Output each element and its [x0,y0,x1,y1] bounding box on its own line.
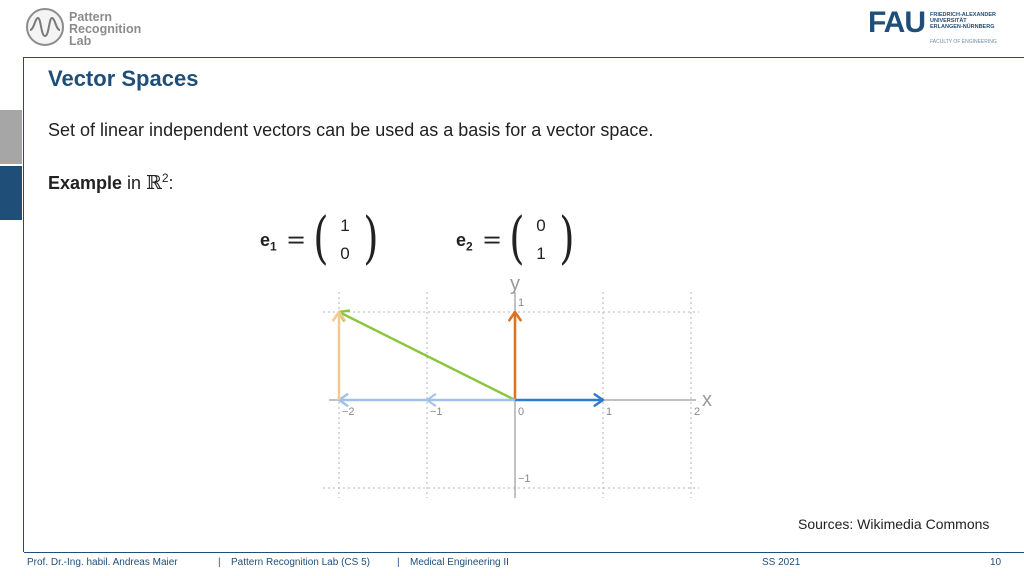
frame-top-rule [24,57,1024,58]
footer-separator: | [218,557,221,568]
space-dimension: 2 [161,171,169,185]
fau-logo-subline: UNIVERSITÄT [930,18,967,25]
slide-statement: Set of linear independent vectors can be used as a basis for a vector space. [48,120,654,140]
y-tick-label: −1 [518,473,531,485]
x-tick-label: 0 [518,406,525,418]
left-paren: ( [313,206,329,271]
x-tick-label: −2 [342,406,355,418]
example-colon: : [168,173,174,193]
right-paren: ) [559,206,575,271]
lab-logo-line: Pattern [69,10,113,24]
fau-logo-subline: ERLANGEN-NÜRNBERG [930,24,995,31]
fau-logo-subline: FRIEDRICH-ALEXANDER [930,12,996,18]
example-line [48,171,174,194]
vector-name: e [456,230,467,250]
real-space-symbol: ℝ [146,172,162,194]
vector-index: 2 [466,239,473,254]
basis-vector-e2 [456,206,586,272]
x-tick-label: −1 [430,406,443,418]
footer-page-number: 10 [990,557,1002,568]
left-paren: ( [509,206,525,271]
vector-arrow-2 [339,312,515,400]
footer-lab: Pattern Recognition Lab (CS 5) [231,557,370,568]
lab-logo-line: Recognition [69,22,142,36]
fau-faculty: FACULTY OF ENGINEERING [930,39,997,45]
x-axis-label: x [702,389,712,411]
sources-note: Sources: Wikimedia Commons [798,516,990,532]
lab-logo-line: Lab [69,34,92,48]
equals-sign: = [482,226,503,254]
section-marker-inactive [0,110,22,164]
example-in-text: in [122,173,147,193]
vector-plot [322,270,732,498]
vector-component: 0 [340,244,350,263]
vector-index: 1 [270,239,277,254]
basis-vector-e1 [260,206,390,272]
y-tick-label: 1 [518,297,525,309]
footer-rule [24,552,1024,553]
fau-wordmark: FAU [868,6,925,39]
x-tick-label: 1 [606,406,613,418]
y-axis-label: y [510,273,520,295]
right-paren: ) [363,206,379,271]
example-label: Example [48,173,123,193]
equals-sign: = [286,226,307,254]
vector-component: 1 [536,244,546,263]
section-marker-active [0,166,22,220]
header [0,0,1024,56]
vector-component: 1 [340,216,350,235]
footer-author: Prof. Dr.-Ing. habil. Andreas Maier [27,557,178,568]
lab-logo-emblem-icon [26,8,64,46]
fau-logo [868,8,1008,48]
pattern-recognition-lab-logo [26,8,176,52]
slide-title: Vector Spaces [48,66,199,91]
frame-left-rule [23,57,24,552]
vector-component: 0 [536,216,546,235]
footer-semester: SS 2021 [762,557,801,568]
x-tick-label: 2 [694,406,701,418]
footer-separator: | [397,557,400,568]
footer-course: Medical Engineering II [410,557,509,568]
vector-name: e [260,230,271,250]
